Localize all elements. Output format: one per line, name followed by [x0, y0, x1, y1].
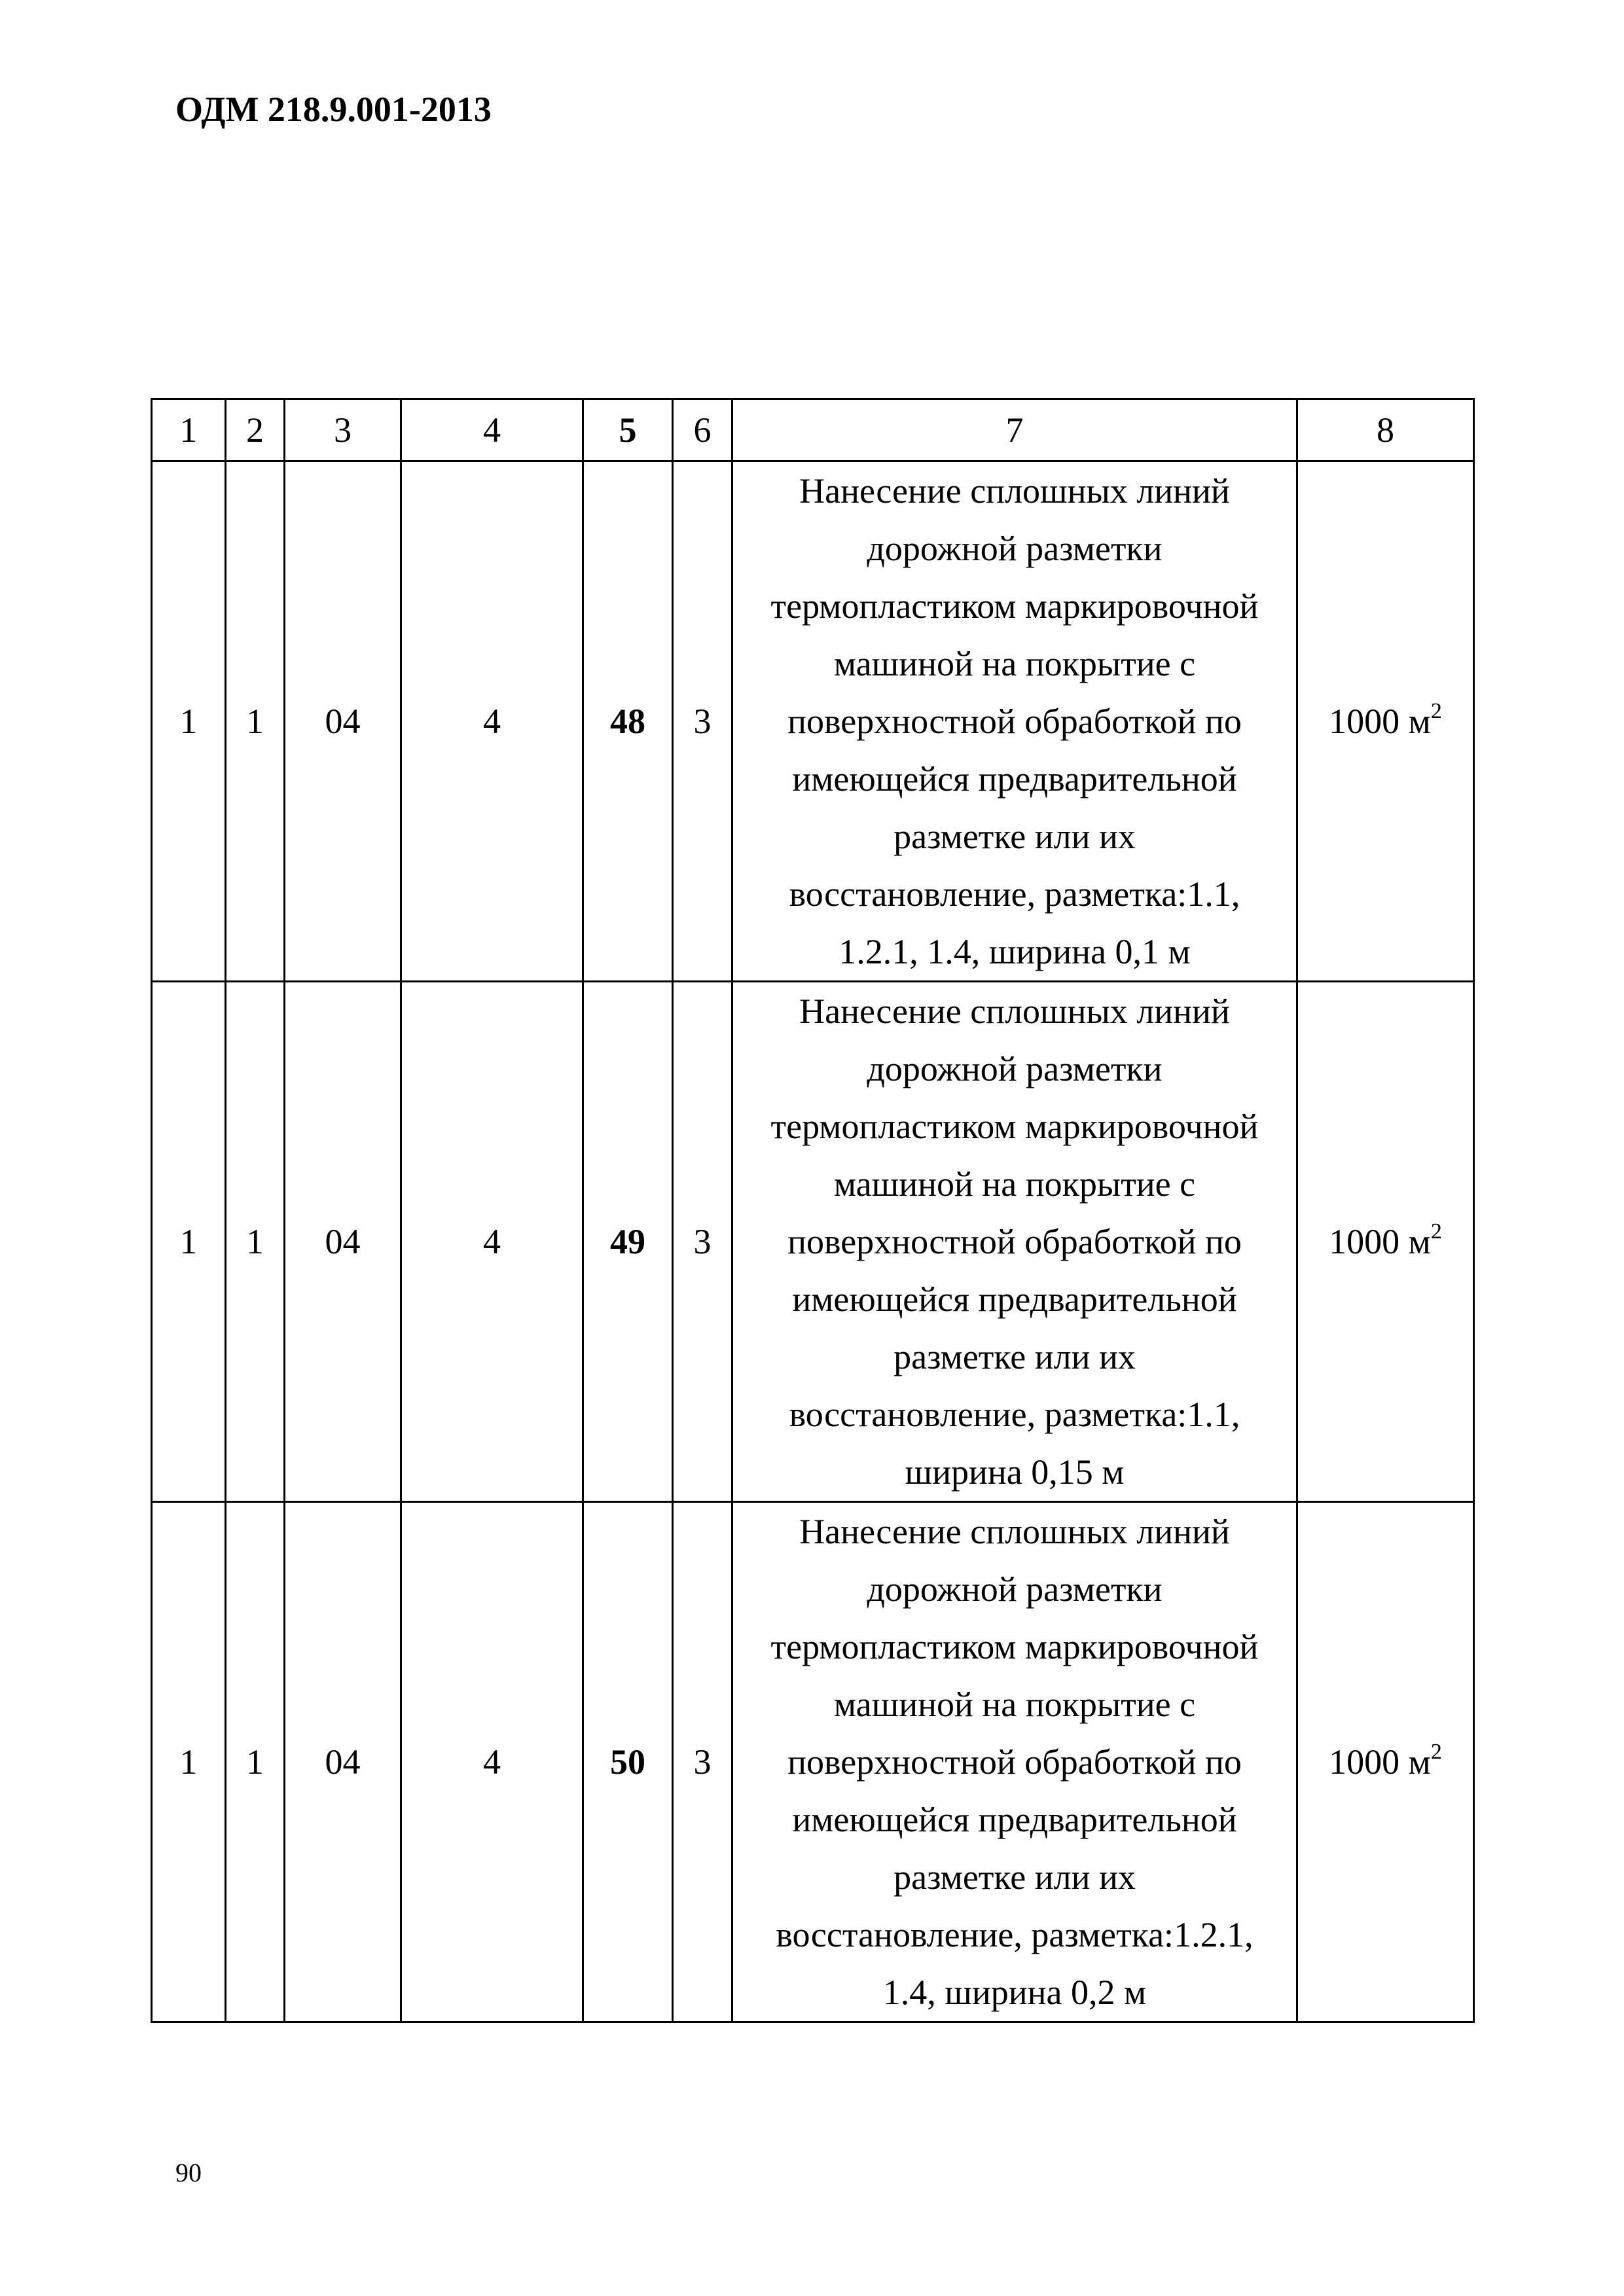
description-cell	[732, 461, 1297, 982]
table-cell: 1	[152, 461, 226, 982]
document-code: ОДМ 218.9.001-2013	[175, 90, 492, 129]
unit-cell	[1297, 982, 1474, 1502]
unit-cell	[1297, 1502, 1474, 2022]
table-cell: 4	[401, 982, 583, 1502]
description-line: термопластиком маркировочной	[770, 1627, 1259, 1666]
table-cell: 3	[673, 461, 732, 982]
table-cell: 3	[673, 1502, 732, 2022]
table-cell: 1	[226, 982, 285, 1502]
table-cell: 1	[152, 1502, 226, 2022]
table-cell: 3	[673, 982, 732, 1502]
specification-table	[151, 398, 1475, 2023]
description-line: имеющейся предварительной	[792, 759, 1237, 798]
column-header: 6	[673, 399, 732, 461]
column-header: 8	[1297, 399, 1474, 461]
unit-text: 1000 м	[1329, 702, 1431, 741]
table-cell-code: 50	[583, 1502, 673, 2022]
table-header-row	[152, 399, 1474, 461]
column-header: 5	[583, 399, 673, 461]
unit-text: 1000 м	[1329, 1222, 1431, 1261]
description-line: дорожной разметки	[867, 1570, 1163, 1609]
description-line: разметке или их	[893, 1857, 1136, 1897]
column-header: 4	[401, 399, 583, 461]
unit-text: 1000 м	[1329, 1742, 1431, 1782]
description-line: термопластиком маркировочной	[770, 586, 1259, 626]
table-cell-code: 48	[583, 461, 673, 982]
table-cell: 1	[226, 461, 285, 982]
description-line: 1.4, ширина 0,2 м	[882, 1973, 1147, 2012]
description-line: ширина 0,15 м	[905, 1452, 1125, 1492]
description-line: восстановление, разметка:1.1,	[789, 1395, 1240, 1434]
unit-cell	[1297, 461, 1474, 982]
table-cell: 04	[285, 461, 401, 982]
table-row	[152, 982, 1474, 1502]
description-line: машиной на покрытие с	[833, 644, 1196, 683]
page-number: 90	[175, 2158, 202, 2187]
table-cell: 1	[152, 982, 226, 1502]
column-header: 2	[226, 399, 285, 461]
description-line: дорожной разметки	[867, 529, 1163, 568]
description-line: восстановление, разметка:1.2.1,	[776, 1915, 1254, 1954]
description-line: разметке или их	[893, 817, 1136, 856]
table-cell: 04	[285, 982, 401, 1502]
description-line: поверхностной обработкой по	[787, 1742, 1242, 1782]
column-header: 3	[285, 399, 401, 461]
description-line: разметке или их	[893, 1337, 1136, 1376]
description-line: имеющейся предварительной	[792, 1280, 1237, 1319]
description-line: Нанесение сплошных линий	[799, 992, 1230, 1031]
description-line: машиной на покрытие с	[833, 1685, 1196, 1724]
table-cell: 4	[401, 1502, 583, 2022]
description-line: дорожной разметки	[867, 1049, 1163, 1088]
description-line: восстановление, разметка:1.1,	[789, 874, 1240, 914]
unit-exponent: 2	[1430, 699, 1442, 723]
description-line: поверхностной обработкой по	[787, 1222, 1242, 1261]
table-cell: 4	[401, 461, 583, 982]
description-line: 1.2.1, 1.4, ширина 0,1 м	[839, 932, 1191, 971]
description-cell	[732, 982, 1297, 1502]
description-line: Нанесение сплошных линий	[799, 471, 1230, 511]
unit-exponent: 2	[1430, 1740, 1442, 1764]
table-row	[152, 461, 1474, 982]
table-cell-code: 49	[583, 982, 673, 1502]
table-cell: 1	[226, 1502, 285, 2022]
column-header: 1	[152, 399, 226, 461]
description-line: Нанесение сплошных линий	[799, 1512, 1230, 1551]
description-cell	[732, 1502, 1297, 2022]
description-line: термопластиком маркировочной	[770, 1107, 1259, 1146]
unit-exponent: 2	[1430, 1219, 1442, 1244]
description-line: поверхностной обработкой по	[787, 702, 1242, 741]
table-cell: 04	[285, 1502, 401, 2022]
table-row	[152, 1502, 1474, 2022]
description-line: имеющейся предварительной	[792, 1800, 1237, 1839]
column-header: 7	[732, 399, 1297, 461]
description-line: машиной на покрытие с	[833, 1164, 1196, 1204]
